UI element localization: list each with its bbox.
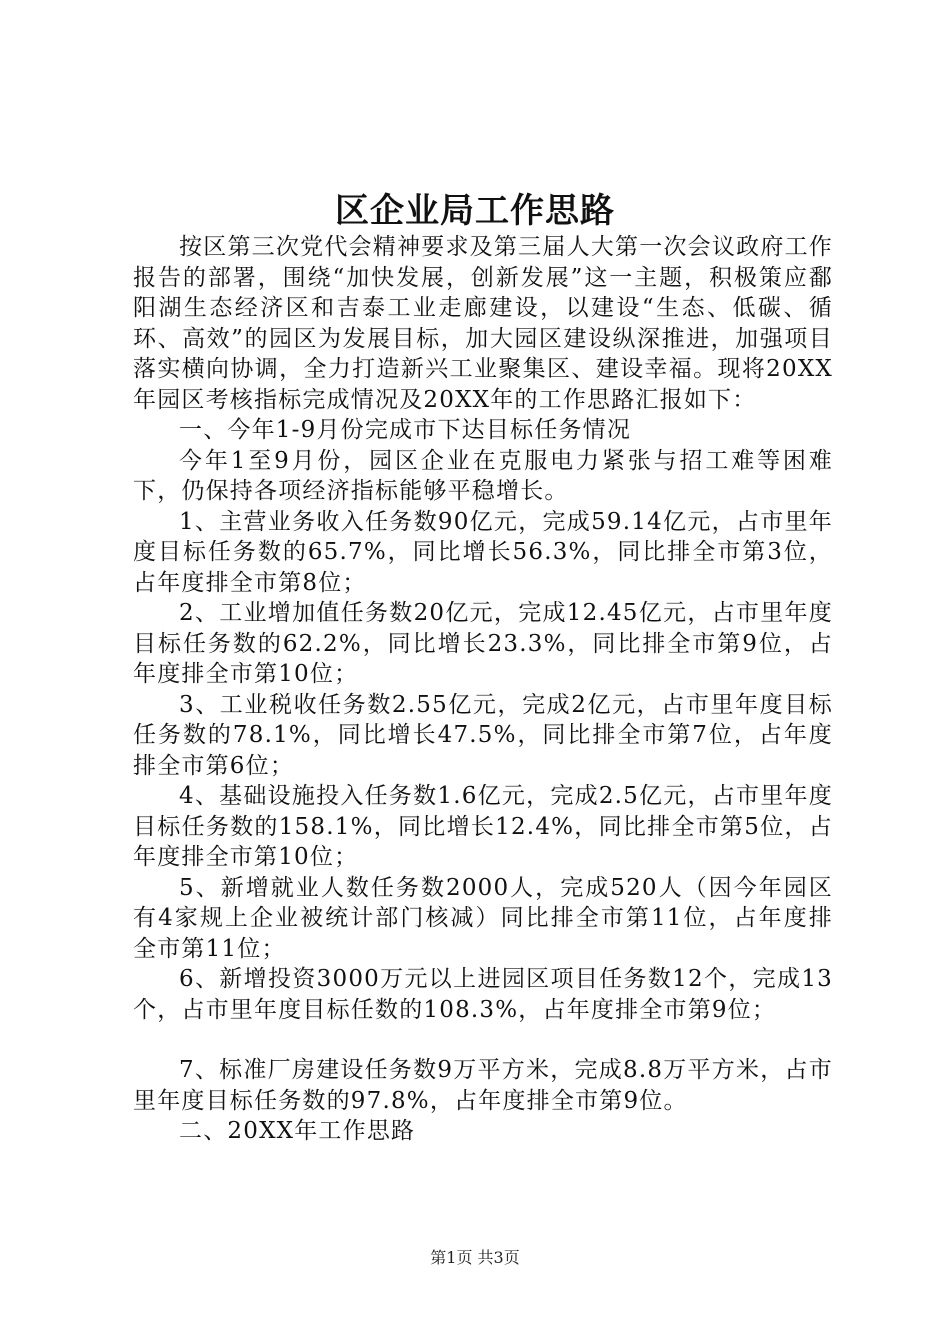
summary-paragraph: 今年1至9月份，园区企业在克服电力紧张与招工难等困难下，仍保持各项经济指标能够平稳增长。 bbox=[133, 447, 833, 504]
section-heading-1: 一、今年1-9月份完成市下达目标任务情况 bbox=[179, 417, 632, 443]
list-item: 7、标准厂房建设任务数9万平方米，完成8.8万平方米，占市里年度目标任务数的97.8%，占年度排全市第9位。 bbox=[133, 1057, 833, 1114]
list-item: 3、工业税收任务数2.55亿元，完成2亿元，占市里年度目标任务数的78.1%，同比增长47.5%，同比排全市第7位，占年度排全市第6位； bbox=[133, 691, 833, 779]
list-item: 2、工业增加值任务数20亿元，完成12.45亿元，占市里年度目标任务数的62.2%，同比增长23.3%，同比排全市第9位，占年度排全市第10位； bbox=[133, 600, 833, 687]
section-heading-2: 二、20XX年工作思路 bbox=[179, 1118, 416, 1144]
page-footer: 第1页 共3页 bbox=[430, 1248, 520, 1267]
list-item: 4、基础设施投入任务数1.6亿元，完成2.5亿元，占市里年度目标任务数的158.1%，同比增长12.4%，同比排全市第5位，占年度排全市第10位； bbox=[133, 783, 833, 870]
list-item: 5、新增就业人数任务数2000人，完成520人（因今年园区有4家规上企业被统计部门核减）同比排全市第11位，占年度排全市第11位； bbox=[133, 874, 833, 962]
intro-paragraph: 按区第三次党代会精神要求及第三届人大第一次会议政府工作报告的部署，围绕“加快发展，创新发展”这一主题，积极策应鄱阳湖生态经济区和吉泰工业走廊建设，以建设“生态、低碳、循环、高效”的园区为发展目标，加大园区建设纵深推进，加强项目落实横向协调，全力打造新兴工业聚集区、建设幸福。现将20XX年园区考核指标完成情况及20XX年的工作思路汇报如下： bbox=[133, 234, 833, 413]
list-item: 6、新增投资3000万元以上进园区项目任务数12个，完成13个，占市里年度目标任数的108.3%，占年度排全市第9位； bbox=[133, 966, 833, 1023]
list-item: 1、主营业务收入任务数90亿元，完成59.14亿元，占市里年度目标任务数的65.7%，同比增长56.3%，同比排全市第3位，占年度排全市第8位； bbox=[133, 508, 833, 596]
document-body bbox=[133, 232, 833, 1147]
document-title: 区企业局工作思路 bbox=[335, 191, 615, 231]
